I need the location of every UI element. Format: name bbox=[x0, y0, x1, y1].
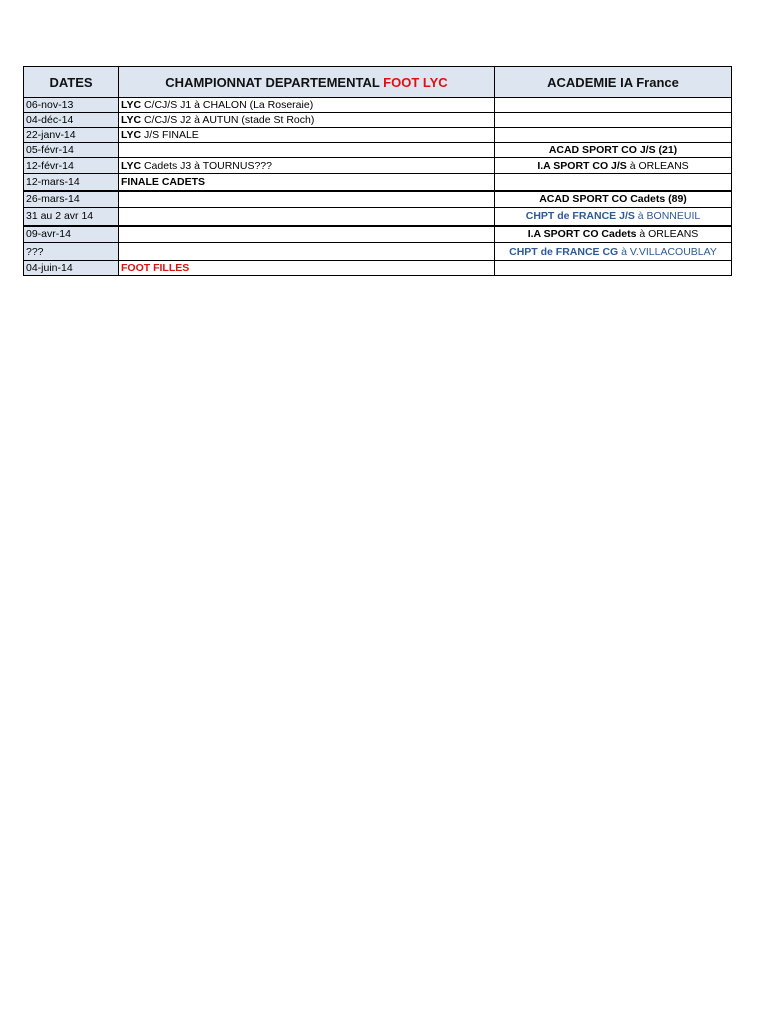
academie-cell bbox=[495, 113, 732, 128]
aca-bold: CHPT de FRANCE CG bbox=[509, 245, 619, 258]
date-cell: 22-janv-14 bbox=[24, 128, 119, 143]
schedule-sheet bbox=[23, 66, 731, 276]
table-row bbox=[24, 113, 732, 128]
academie-cell bbox=[495, 208, 732, 226]
aca-bold: ACAD SPORT CO J/S (21) bbox=[548, 144, 678, 156]
departemental-cell bbox=[119, 226, 495, 243]
table-row bbox=[24, 128, 732, 143]
table-row bbox=[24, 98, 732, 113]
table-row bbox=[24, 174, 732, 191]
departemental-cell bbox=[119, 174, 495, 191]
departemental-cell bbox=[119, 143, 495, 158]
aca-rest: à V.VILLACOUBLAY bbox=[618, 245, 717, 258]
date-cell: 06-nov-13 bbox=[24, 98, 119, 113]
academie-cell bbox=[495, 158, 732, 174]
aca-bold: ACAD SPORT CO Cadets (89) bbox=[539, 193, 687, 206]
academie-cell bbox=[495, 174, 732, 191]
table-row bbox=[24, 243, 732, 261]
header-championnat bbox=[119, 67, 495, 98]
departemental-cell bbox=[119, 208, 495, 226]
academie-cell bbox=[495, 243, 732, 261]
date-cell: ??? bbox=[24, 243, 119, 261]
header-dates: DATES bbox=[24, 67, 119, 98]
departemental-cell bbox=[119, 158, 495, 174]
academie-cell bbox=[495, 128, 732, 143]
departemental-cell bbox=[119, 98, 495, 113]
date-cell: 04-déc-14 bbox=[24, 113, 119, 128]
table-row bbox=[24, 226, 732, 243]
date-cell: 05-févr-14 bbox=[24, 143, 119, 158]
header-academie: ACADEMIE IA France bbox=[495, 67, 732, 98]
dep-foot-filles: FOOT FILLES bbox=[121, 262, 190, 274]
aca-rest: à ORLEANS bbox=[626, 159, 689, 172]
table-row bbox=[24, 261, 732, 276]
dep-rest: J/S FINALE bbox=[141, 129, 199, 141]
academie-cell bbox=[495, 98, 732, 113]
academie-cell bbox=[495, 143, 732, 158]
aca-bold: I.A SPORT CO Cadets bbox=[527, 228, 637, 241]
dep-rest: C/CJ/S J1 à CHALON (La Roseraie) bbox=[141, 99, 314, 111]
dep-bold: LYC bbox=[121, 159, 142, 172]
table-row bbox=[24, 208, 732, 226]
date-cell: 12-mars-14 bbox=[24, 174, 119, 191]
departemental-cell bbox=[119, 191, 495, 208]
departemental-cell bbox=[119, 113, 495, 128]
date-cell: 09-avr-14 bbox=[24, 226, 119, 243]
table-row bbox=[24, 143, 732, 158]
dep-bold: LYC bbox=[121, 99, 142, 111]
aca-bold: CHPT de FRANCE J/S bbox=[525, 210, 635, 223]
date-cell: 12-févr-14 bbox=[24, 158, 119, 174]
date-cell: 04-juin-14 bbox=[24, 261, 119, 276]
departemental-cell bbox=[119, 261, 495, 276]
dep-rest: Cadets J3 à TOURNUS??? bbox=[141, 159, 272, 172]
date-cell: 31 au 2 avr 14 bbox=[24, 208, 119, 226]
table-row bbox=[24, 158, 732, 174]
header-row bbox=[24, 67, 732, 98]
date-cell: 26-mars-14 bbox=[24, 191, 119, 208]
dep-bold: FINALE CADETS bbox=[121, 175, 205, 188]
academie-cell bbox=[495, 261, 732, 276]
dep-bold: LYC bbox=[121, 129, 142, 141]
departemental-cell bbox=[119, 243, 495, 261]
academie-cell bbox=[495, 191, 732, 208]
schedule-table bbox=[23, 66, 732, 276]
table-row bbox=[24, 191, 732, 208]
aca-rest: à BONNEUIL bbox=[634, 210, 701, 223]
dep-bold: LYC bbox=[121, 114, 142, 126]
dep-rest: C/CJ/S J2 à AUTUN (stade St Roch) bbox=[141, 114, 315, 126]
header-championnat-label: CHAMPIONNAT DEPARTEMENTAL bbox=[165, 74, 384, 90]
aca-rest: à ORLEANS bbox=[636, 228, 699, 241]
header-foot-lyc: FOOT LYC bbox=[383, 74, 448, 90]
aca-bold: I.A SPORT CO J/S bbox=[537, 159, 627, 172]
academie-cell bbox=[495, 226, 732, 243]
departemental-cell bbox=[119, 128, 495, 143]
